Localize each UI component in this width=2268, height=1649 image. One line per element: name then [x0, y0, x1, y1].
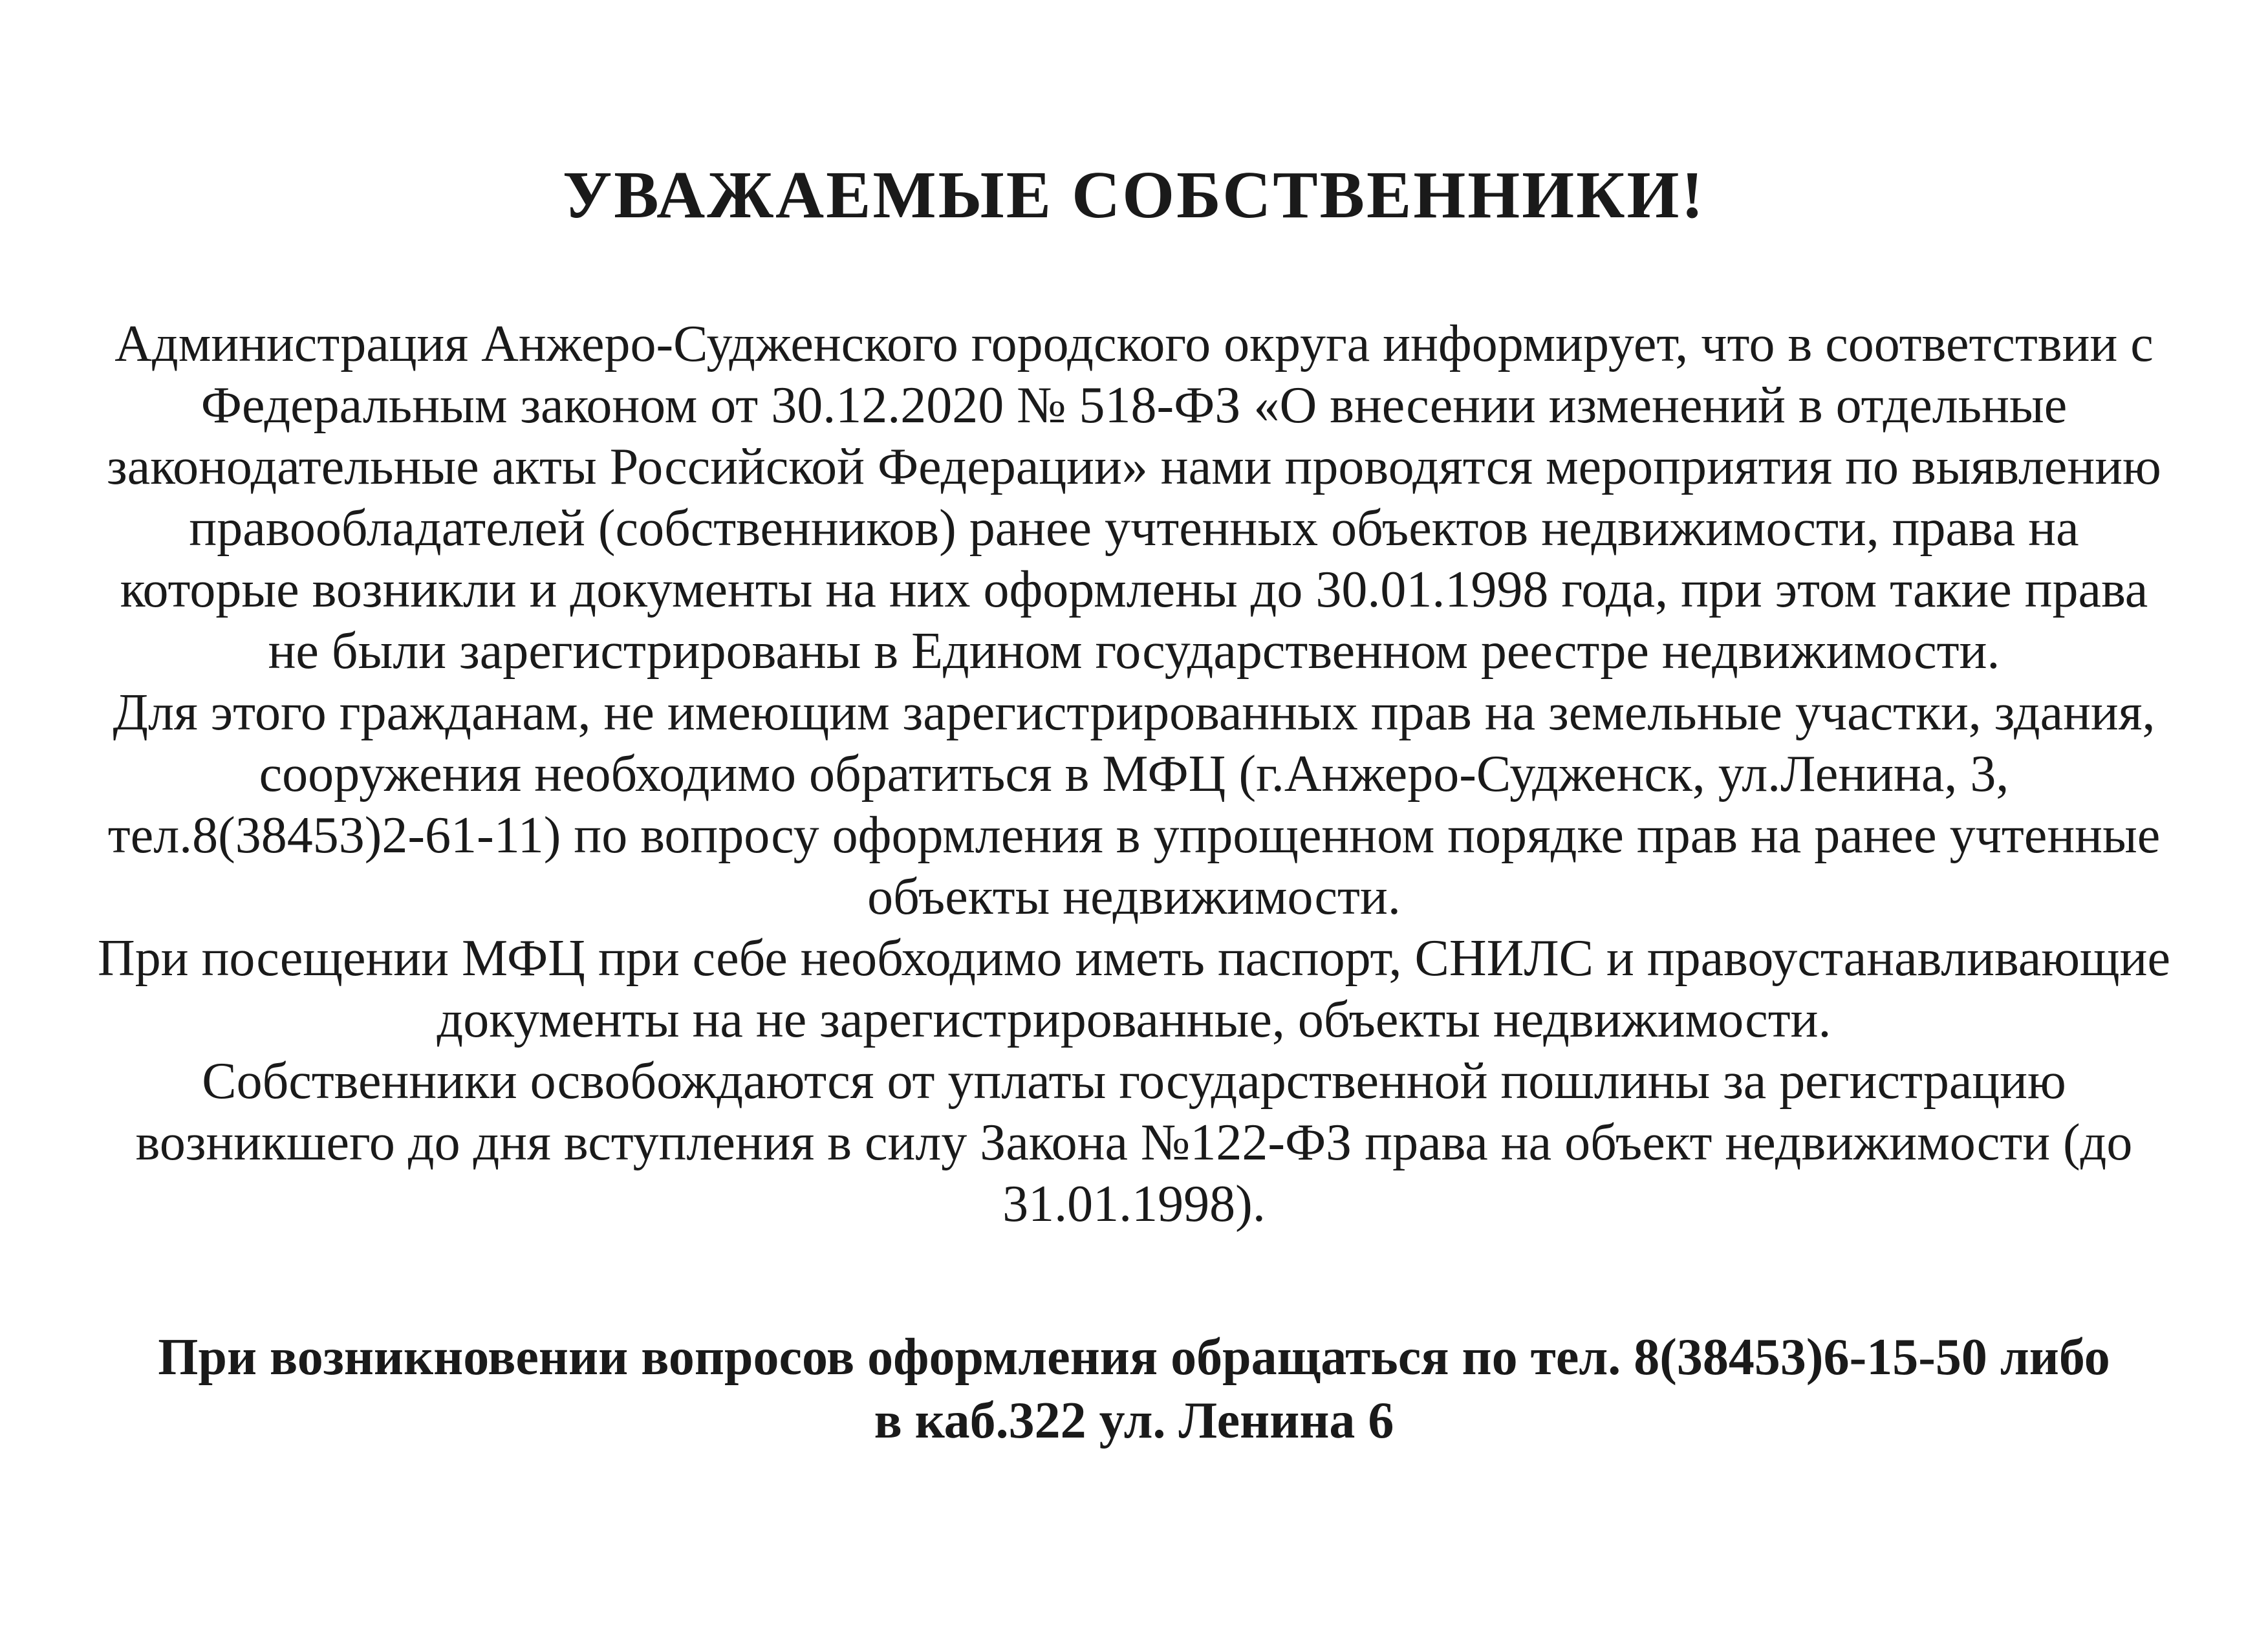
notice-paragraph-documents: При посещении МФЦ при себе необходимо иметь паспорт, СНИЛС и правоустанавливающие документы на не зарегистрированные, объекты недвижимости. — [98, 929, 2170, 1048]
contact-note — [97, 1326, 2171, 1452]
notice-body — [97, 314, 2171, 1235]
notice-paragraph-mfc: Для этого гражданам, не имеющим зарегистрированных прав на земельные участки, здания, сооружения необходимо обратиться в МФЦ (г.Анжеро-Судженск, ул.Ленина, 3, тел.8(38453)2-61-11) по вопросу оформления в упрощенном порядке прав на ранее учтенные объекты недвижимости. — [107, 684, 2161, 925]
notice-title: УВАЖАЕМЫЕ СОБСТВЕННИКИ! — [562, 158, 1706, 232]
contact-note-line-2: в каб.322 ул. Ленина 6 — [874, 1392, 1394, 1449]
notice-paragraph-intro: Администрация Анжеро-Судженского городского округа информирует, что в соответствии с Федеральным законом от 30.12.2020 № 518-ФЗ «О внесении изменений в отдельные законодательные акты Российской Федерации» нами проводятся мероприятия по выявлению правообладателей (собственников) ранее учтенных объектов недвижимости, права на которые возникли и документы на них оформлены до 30.01.1998 года, при этом такие права не были зарегистрированы в Едином государственном реестре недвижимости. — [107, 315, 2161, 680]
notice-paragraph-fee-exemption: Собственники освобождаются от уплаты государственной пошлины за регистрацию возникшего до дня вступления в силу Закона №122-ФЗ права на объект недвижимости (до 31.01.1998). — [135, 1052, 2133, 1233]
contact-note-line-1: При возникновении вопросов оформления обращаться по тел. 8(38453)6-15-50 либо — [158, 1328, 2110, 1386]
